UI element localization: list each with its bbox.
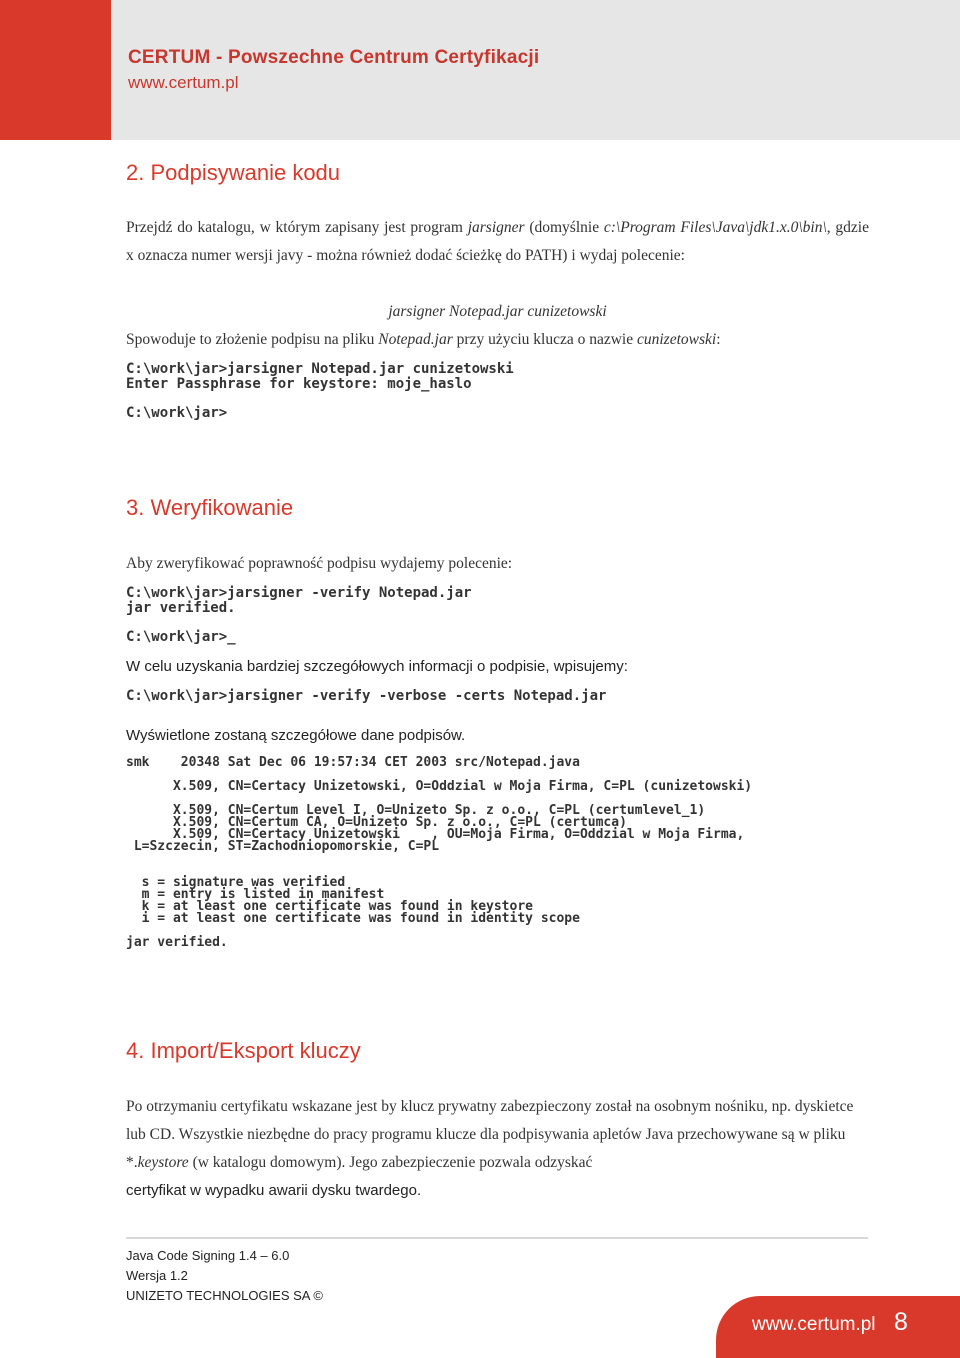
console-verbose-command: C:\work\jar>jarsigner -verify -verbose -certs Notepad.jar bbox=[126, 688, 607, 704]
console-sign-output: C:\work\jar>jarsigner Notepad.jar cunizetowski Enter Passphrase for keystore: moje_haslo C:\work\jar> bbox=[126, 361, 514, 421]
section-2-heading: 2. Podpisywanie kodu bbox=[126, 160, 341, 185]
footer-document-title: Java Code Signing 1.4 – 6.0 bbox=[126, 1248, 290, 1263]
header-title: CERTUM - Powszechne Centrum Certyfikacji bbox=[128, 47, 540, 68]
footer-version: Wersja 1.2 bbox=[126, 1268, 188, 1283]
text-span: przy użyciu klucza o nazwie bbox=[452, 331, 637, 348]
section-4-heading: 4. Import/Eksport kluczy bbox=[126, 1038, 361, 1063]
key-alias: cunizetowski bbox=[636, 331, 717, 348]
verify-intro: Aby zweryfikować poprawność podpisu wydajemy polecenie: bbox=[126, 555, 513, 572]
sign-command-text: jarsigner Notepad.jar cunizetowski bbox=[388, 303, 607, 320]
footer-company: UNIZETO TECHNOLOGIES SA © bbox=[126, 1288, 323, 1303]
console-verify-output: C:\work\jar>jarsigner -verify Notepad.jar jar verified. C:\work\jar>_ bbox=[126, 585, 472, 645]
sign-command bbox=[126, 298, 869, 326]
page-number: 8 bbox=[894, 1308, 908, 1336]
keystore-ext: keystore bbox=[137, 1154, 189, 1171]
file-name: Notepad.jar bbox=[378, 331, 453, 348]
section-2-paragraph bbox=[126, 214, 869, 270]
text-span: (domyślnie bbox=[524, 219, 604, 236]
text-span: Spowoduje to złożenie podpisu na pliku bbox=[126, 331, 379, 348]
verbose-note: Wyświetlone zostaną szczegółowe dane podpisów. bbox=[126, 727, 466, 744]
text-span: (w katalogu domowym). Jego zabezpieczenie pozwala odzyskać bbox=[188, 1154, 593, 1171]
header-banner bbox=[111, 0, 960, 140]
text-span: Po otrzymaniu certyfikatu wskazane jest by klucz prywatny zabezpieczony został na osobnym nośniku, np. dyskietce lub CD. Wszystkie niezbędne do pracy programu klucze dla podpisywania apletów Java przechowywane są w pliku *. bbox=[126, 1098, 854, 1171]
header-red-block bbox=[0, 0, 111, 140]
section-3-heading: 3. Weryfikowanie bbox=[126, 495, 294, 520]
verbose-intro: W celu uzyskania bardziej szczegółowych informacji o podpisie, wpisujemy: bbox=[126, 658, 628, 675]
console-verbose-output: smk 20348 Sat Dec 06 19:57:34 CET 2003 src/Notepad.java X.509, CN=Certacy Unizetowski, O=Oddzial w Moja Firma, C=PL (cunizetowski) X.509, CN=Certum Level I, O=Unizeto Sp. z o.o., C=PL (certumlevel_1) X.509, CN=Certum CA, O=Unizeto Sp. z o.o., C=PL (certumca) X.509, CN=Certacy Unizetowski , OU=Moja Firma, O=Oddzial w Moja Firma, L=Szczecin, ST=Zachodniopomorskie, C=PL s = signature was verified m = entry is listed in manifest k = at least one certificate was found in keystore i = at least one certificate was found in identity scope jar verified. bbox=[126, 755, 753, 950]
text-span: , gdzie x oznacza numer wersji javy - można również dodać ścieżkę do PATH) i wydaj polecenie: bbox=[126, 219, 869, 264]
section-2-result-paragraph bbox=[126, 326, 886, 354]
install-path: c:\Program Files\Java\jdk1.x.0\bin\ bbox=[603, 219, 827, 236]
header-url: www.certum.pl bbox=[128, 73, 239, 92]
text-span: certyfikat w wypadku awarii dysku twardego. bbox=[126, 1182, 422, 1199]
text-span: : bbox=[716, 331, 721, 348]
text-span: Przejdź do katalogu, w którym zapisany jest program bbox=[126, 219, 468, 236]
program-name: jarsigner bbox=[467, 219, 525, 236]
section-4-paragraph bbox=[126, 1093, 869, 1205]
footer-divider bbox=[126, 1237, 868, 1239]
footer-badge-url: www.certum.pl bbox=[752, 1314, 876, 1335]
